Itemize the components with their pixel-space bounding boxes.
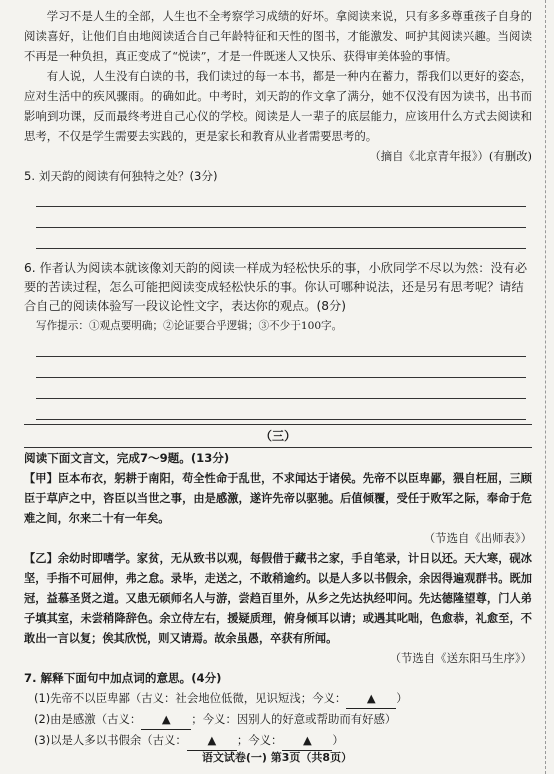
page-footer: 语文试卷(一) 第3页（共8页）	[201, 751, 353, 764]
passage-source: （摘自《北京青年报》）(有删改)	[369, 149, 532, 163]
classical-text-yi: 【乙】余幼时即嗜学。家贫，无从致书以观，每假借于藏书之家，手自笔录，计日以还。天大寒，砚冰坚，手指不可屈伸，弗之怠。录毕，走送之，不敢稍逾约。以是人多以书假余，余因得遍观群书。既加冠，益慕圣贤之道。又患无硕师名人与游，尝趋百里外，从乡之先达执经叩问。先达德隆望尊，门人弟子填其室，未尝稍降辞色。余立侍左右，援疑质理，俯身倾耳以请；或遇其叱咄，色愈恭，礼愈至，不敢出一言以复；俟其欣悦，则又请焉。故余虽愚，卒获有所闻。	[24, 551, 532, 645]
margin-line	[545, 0, 546, 774]
yi-source: （节选自《送东阳马生序》）	[389, 651, 532, 665]
question-7: 7. 解释下面句中加点词的意思。(4分)	[24, 671, 222, 685]
answer-line-6d[interactable]	[36, 399, 526, 420]
jia-source: （节选自《出师表》）	[423, 531, 532, 545]
writing-tip: 写作提示：①观点要明确；②论证要合乎逻辑；③不少于100字。	[36, 320, 343, 332]
q7-item-3-text: (3)以是人多以书假余（古义：	[34, 733, 187, 747]
q7-blank-3b[interactable]: ▲	[282, 730, 332, 751]
question-7-item-2	[34, 709, 532, 730]
answer-line-5b[interactable]	[36, 207, 526, 228]
question-7-item-1	[34, 688, 532, 709]
section-intro: 阅读下面文言文，完成7～9题。(13分)	[24, 451, 230, 465]
classical-text-jia: 【甲】臣本布衣，躬耕于南阳，苟全性命于乱世，不求闻达于诸侯。先帝不以臣卑鄙，猥自枉屈，三顾臣于草庐之中，咨臣以当世之事，由是感激，遂许先帝以驱驰。后值倾覆，受任于败军之际，奉命于危难之间，尔来二十有一年矣。	[24, 471, 532, 525]
q7-blank-3a[interactable]: ▲	[187, 730, 237, 751]
passage-paragraph-2: 有人说，人生没有白读的书，我们读过的每一本书，都是一种内在蓄力，帮我们以更好的姿态，应对生活中的疾风骤雨。的确如此。中考时，刘天韵的作文拿了满分，她不仅没有因为读书，出书而影响到功课，反而最终考进自己心仪的学校。阅读是人一辈子的底层能力，应该用什么方式去阅读和思考，不仅是学生需要去实践的，更是家长和教育从业者需要思考的。	[24, 69, 532, 143]
passage-paragraph-1: 学习不是人生的全部，人生也不全考察学习成绩的好坏。拿阅读来说，只有多多尊重孩子自身的阅读喜好，让他们自由地阅读适合自己年龄特征和天性的图书，才能激发、呵护其阅读兴趣。当阅读不再是一种负担，真正变成了“悦读”，才是一件既迷人又快乐、获得审美体验的事情。	[24, 9, 532, 63]
answer-line-5a[interactable]	[36, 186, 526, 207]
question-6: 6. 作者认为阅读本就该像刘天韵的阅读一样成为轻松快乐的事，小欣同学不尽以为然：没有必要的苦读过程，怎么可能把阅读变成轻松快乐的事。你认可哪种说法，还是另有思考呢？请结合自己的阅读体验写一段议论性文字，表达你的观点。(8分)	[24, 261, 528, 313]
answer-line-6b[interactable]	[36, 357, 526, 378]
q7-item-3-close: ）	[332, 733, 344, 747]
q7-item-1-text: (1)先帝不以臣卑鄙（古义：社会地位低微，见识短浅；今义：	[34, 691, 347, 705]
answer-line-5c[interactable]	[36, 228, 526, 249]
q7-item-3-mid: ；今义：	[236, 733, 283, 747]
section-title: （三）	[24, 424, 532, 448]
answer-line-6a[interactable]	[36, 336, 526, 357]
q7-blank-2[interactable]: ▲	[141, 709, 191, 730]
q7-item-2-mid: ；今义：因别人的好意或帮助而有好感）	[191, 712, 397, 726]
q7-item-1-close: ）	[396, 691, 408, 705]
answer-line-6c[interactable]	[36, 378, 526, 399]
q7-blank-1[interactable]: ▲	[346, 688, 396, 709]
q7-item-2-text: (2)由是感激（古义：	[34, 712, 142, 726]
question-5: 5. 刘天韵的阅读有何独特之处？(3分)	[24, 169, 218, 183]
